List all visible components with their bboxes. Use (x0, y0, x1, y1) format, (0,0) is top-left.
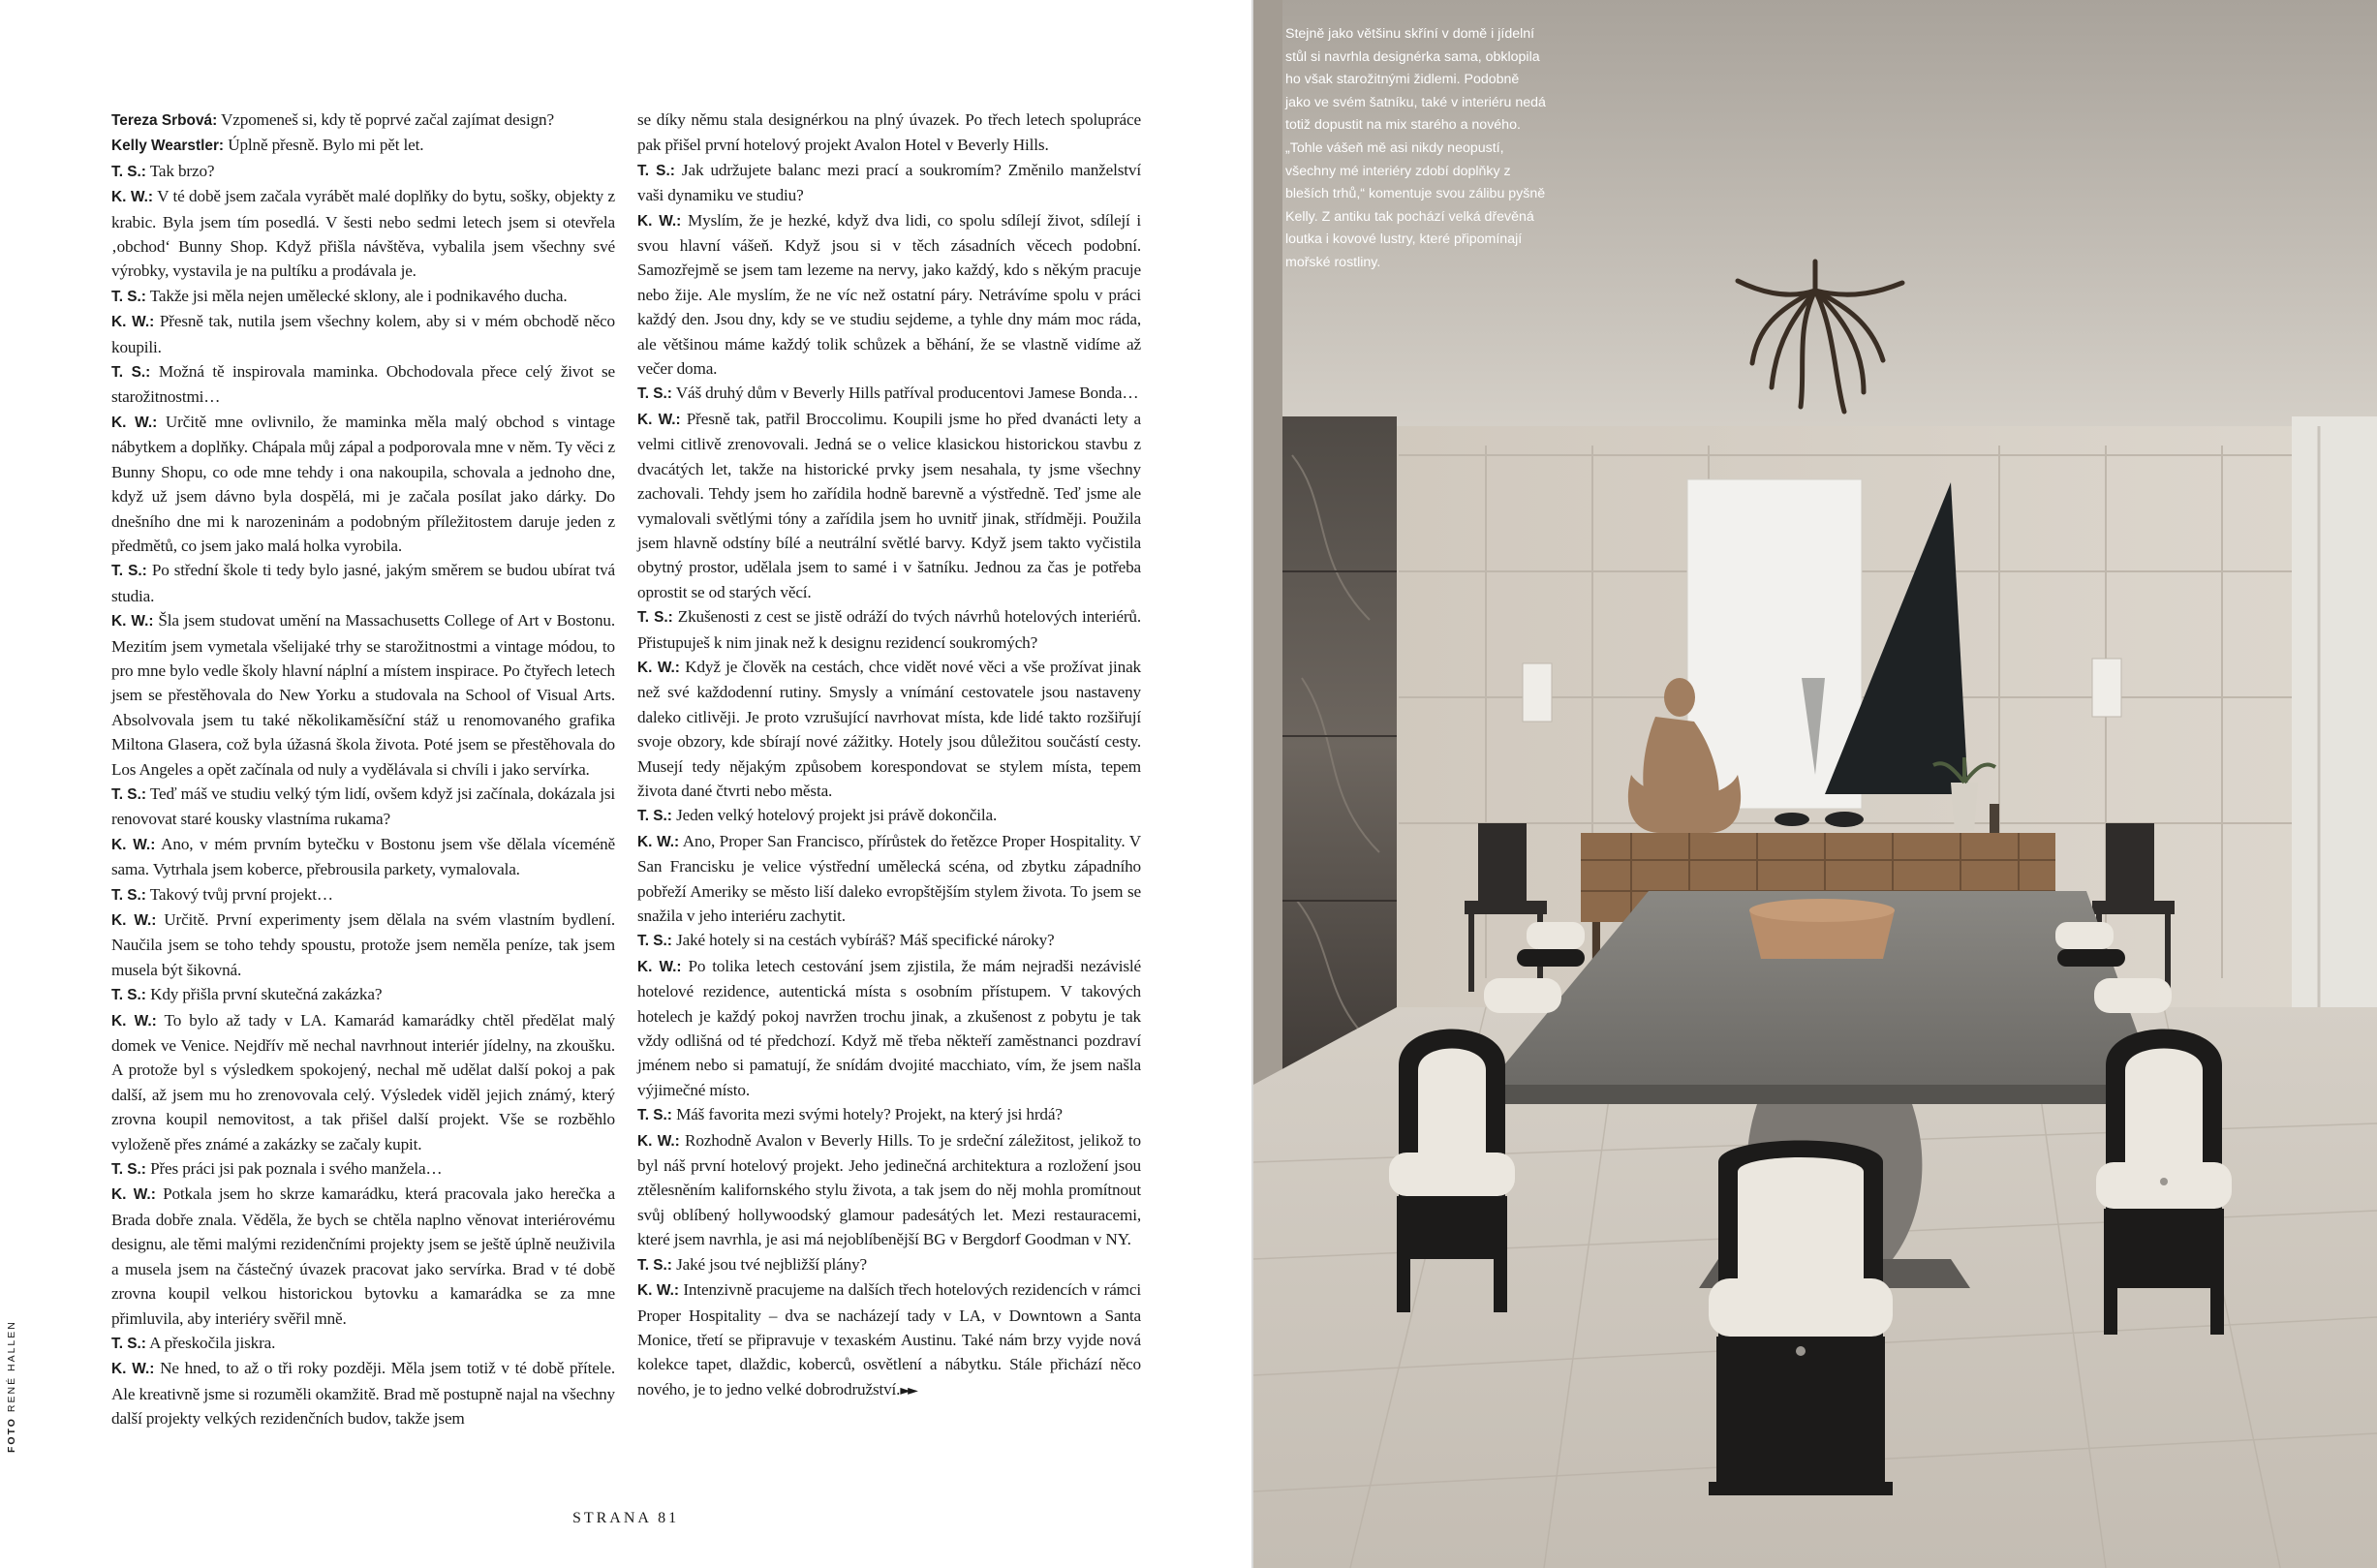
paragraph (111, 1008, 615, 1156)
paragraph (637, 407, 1141, 604)
speaker-label: K. W.: (111, 1012, 157, 1030)
speaker-label: K. W.: (637, 833, 680, 850)
paragraph-text: Intenzivně pracujeme na dalších třech hotelových rezidencích v rámci Proper Hospitality – dva se nacházejí tady v LA, v Downtown a Santa Monice, třetí se připravuje v texaském Austinu. Také nám brzy vyjde nová kolekce tapet, dlaždic, koberců, osvětlení a nábytku. Stále přichází něco nového, je to jedno velké dobrodružství. (637, 1280, 1141, 1399)
speaker-label: K. W.: (637, 411, 681, 428)
speaker-label: T. S.: (111, 886, 146, 904)
speaker-label: K. W.: (111, 613, 154, 630)
paragraph-text: Jaké hotely si na cestách vybíráš? Máš specifické nároky? (671, 931, 1055, 950)
photo-credit (6, 1320, 17, 1453)
paragraph-text: Rozhodně Avalon v Beverly Hills. To je srdeční záležitost, jelikož to byl náš první hotelový projekt. Jeho jedinečná architektura a rozložení jsou ztělesněním kalifornského stylu života, a tak jsem do něj mohla promítnout svůj oblíbený hollywoodský glamour padesátých let. Mezi restauracemi, které jsem navrhla, je asi má nejoblíbenější BG v Bergdorf Goodman v NY. (637, 1130, 1141, 1249)
page-number: STRANA 81 (571, 1510, 680, 1526)
speaker-label: T. S.: (111, 364, 151, 382)
paragraph-text: Přesně tak, patřil Broccolimu. Koupili jsme ho před dvanácti lety a velmi citlivě zrenovovali. Jedná se o velice klasickou historickou stavbu z dvacátých let, takže na historické prvky jsem nesahala, ty jsme všechny zachovali. Tehdy jsem ho zařídila hodně barevně a výstředně. Teď jsme ale vymalovali světlými tóny a zařídila jsem ho uvnitř jinak, střídměji. Použila jsem hlavně odstíny bílé a neutrální světlé barvy. Když jsem takto vyčistila obytný prostor, udělala jsem to samé i v šatníku. Jednou za čas je potřeba oprostit se od starých věcí. (637, 409, 1141, 601)
paragraph (637, 1102, 1141, 1127)
speaker-label: T. S.: (111, 563, 147, 580)
paragraph-text: Určitě mne ovlivnilo, že maminka měla malý obchod s vintage nábytkem a doplňky. Chápala můj zápal a podporovala mne v něm. Ty věci z Bunny Shopu, co ode mne tehdy i ona nakoupila, schovala a jednoho dne, když už jsem dávno byla dospělá, mi je začala posílat jako dárky. Do dnešního dne mi k narozeninám a podobným příležitostem daruje jeden z předmětů, co jsem jako malá holka vyrobila. (111, 412, 615, 555)
paragraph-text: Máš favorita mezi svými hotely? Projekt, na který jsi hrdá? (671, 1105, 1063, 1124)
paragraph-text: Ne hned, to až o tři roky později. Měla jsem totiž v té době přítele. Ale kreativně jsme si rozuměli okamžitě. Brad mě postupně najal na všechny další projekty velkých rezidenčních budov, takže jsem (111, 1359, 616, 1429)
paragraph (637, 1277, 1141, 1403)
paragraph-text: se díky němu stala designérkou na plný úvazek. Po třech letech spolupráce pak přišel první hotelový projekt Avalon Hotel v Beverly Hills. (637, 110, 1141, 155)
paragraph-text: Teď máš ve studiu velký tým lidí, ovšem když jsi začínala, dokázala jsi renovovat staré kousky vlastníma rukama? (111, 784, 615, 829)
paragraph (637, 604, 1141, 655)
paragraph-text: Kdy přišla první skutečná zakázka? (145, 985, 383, 1004)
paragraph-text: To bylo až tady v LA. Kamarád kamarádky chtěl předělat malý domek ve Venice. Nejdřív mě nechal navrhnout interiér jídelny, na zkoušku. A protože byl s výsledkem spokojený, nechal mě udělat další pokoj a pak další, až jsem mu ho zrenovovala celý. Výsledek viděl jejich známý, který zrovna koupil nemovitost, a tak přišel další projekt. Vše se rozběhlo vyloženě přes známé a zakázky se začaly kupit. (111, 1010, 615, 1153)
paragraph-text: Jak udržujete balanc mezi prací a soukromím? Změnilo manželství vaši dynamiku ve studiu? (637, 160, 1141, 205)
paragraph (111, 284, 615, 309)
paragraph (637, 158, 1141, 208)
photo-credit-name: RENÉ HALLEN (6, 1320, 17, 1413)
speaker-label: T. S.: (637, 933, 672, 950)
paragraph (637, 208, 1141, 382)
speaker-label: T. S.: (111, 288, 146, 305)
paragraph (111, 907, 615, 982)
paragraph-text: Jaké jsou tvé nejbližší plány? (671, 1254, 867, 1274)
speaker-label: K. W.: (637, 1132, 680, 1150)
end-mark-icon: ►► (900, 1382, 915, 1399)
photo-credit-label: FOTO (6, 1417, 17, 1453)
speaker-label: K. W.: (111, 1186, 156, 1204)
speaker-label: K. W.: (637, 659, 680, 676)
paragraph-text: Po střední škole ti tedy bylo jasné, jakým směrem se budou ubírat tvá studia. (111, 561, 615, 605)
paragraph (637, 108, 1141, 158)
paragraph-text: Určitě. První experimenty jsem dělala na svém vlastním bydlení. Naučila jsem se toho tehdy spoustu, protože jsem neměla peníze, tak jsem musela být šikovná. (111, 910, 615, 979)
paragraph (111, 133, 615, 158)
paragraph (111, 1331, 615, 1356)
paragraph (111, 359, 615, 410)
speaker-label: T. S.: (111, 785, 146, 803)
speaker-label: T. S.: (111, 987, 146, 1004)
paragraph-text: Váš druhý dům v Beverly Hills patříval producentovi Jamese Bonda… (671, 384, 1139, 403)
paragraph (637, 655, 1141, 803)
paragraph (637, 954, 1141, 1102)
paragraph (637, 1252, 1141, 1277)
paragraph-text: Šla jsem studovat umění na Massachusetts College of Art v Bostonu. Mezitím jsem vymetala všelijaké trhy se starožitnostmi a vintage módou, to pro mne bylo vedle školy hlavní náplní a místem inspirace. Po čtyřech letech jsem se přestěhovala do New Yorku a studovala na School of Visual Arts. Absolvovala jsem tu také několikaměsíční stáž u renomovaného grafika Miltona Glasera, což byla úžasná škola života. Poté jsem se přestěhovala do Los Angeles a opět začínala od nuly a vydělávala si chvíli i jako servírka. (111, 611, 615, 779)
paragraph-text: Potkala jsem ho skrze kamarádku, která pracovala jako herečka a Brada dobře znala. Věděla, že bych se chtěla naplno věnovat interiérovému designu, ale těmi malými rezidenčními projekty jsem se ještě úplně neuživila a musela jsem na částečný úvazek pracovat jako servírka. Brad v té době zrovna koupil velkou historickou bytovku a kamarádka se za mne přimluvila, aby interiéry svěřil mně. (111, 1184, 616, 1328)
speaker-label: K. W.: (111, 1361, 155, 1378)
paragraph (111, 832, 615, 882)
paragraph-text: Po tolika letech cestování jsem zjistila, že mám nejradši nezávislé hotelové rezidence, autentická místa s osobním přístupem. V takových hotelech je každý pokoj navržen trochu jinak, a zkušenost z pobytu je tak vždy odlišná od té předchozí. Když mě třeba někteří zaměstnanci pozdraví jménem nebo si pamatují, že snídám dvojité macchiato, vím, že jsem našla výjimečné místo. (637, 956, 1141, 1099)
paragraph-text: V té době jsem začala vyrábět malé doplňky do bytu, sošky, objekty z krabic. Byla jsem tím posedlá. V šesti nebo sedmi letech jsem si otevřela ‚obchod‘ Bunny Shop. Když přišla návštěva, vybalila jsem všechny své výrobky, vystavila je na pultíku a prodávala je. (111, 187, 615, 281)
paragraph (111, 410, 615, 558)
paragraph-text: Když je člověk na cestách, chce vidět nové věci a vše prožívat jinak než své každodenní rutiny. Smysly a vnímání cestovatele jsou nastaveny daleko citlivěji. Je proto vzrušující navrhovat místa, kde lidé takto rozšiřují svoje obzory, kde sbírají nové zážitky. Hotely jsou důležitou součástí cesty. Musejí tedy nějakým způsobem korespondovat se stylem místa, tepem života dané čtvrti nebo města. (637, 657, 1141, 800)
paragraph (111, 1182, 615, 1330)
speaker-label: K. W.: (637, 958, 682, 975)
paragraph-text: Myslím, že je hezké, když dva lidi, co spolu sdílejí život, sdílejí i svou hlavní vášeň. Když jsou si v těch zásadních věcech podobní. Samozřejmě se jsem tam lezeme na nervy, jako každý, kdo s někým pracuje nebo žije. Ale myslím, že ne víc než ostatní páry. Netrávíme spolu v práci každý den. Jsou dny, kdy se ve studiu sejdeme, a tyhle dny mám moc ráda, ale většinou máme každý tolik schůzek a běhání, že se vlastně vidíme až večer doma. (637, 210, 1141, 379)
paragraph-text: Úplně přesně. Bylo mi pět let. (224, 136, 424, 155)
paragraph-text: Takže jsi měla nejen umělecké sklony, ale i podnikavého ducha. (145, 286, 568, 305)
speaker-label: K. W.: (637, 1282, 679, 1300)
paragraph (637, 381, 1141, 406)
speaker-label: K. W.: (111, 189, 154, 206)
paragraph (111, 882, 615, 907)
paragraph (637, 1128, 1141, 1252)
paragraph-text: Vzpomeneš si, kdy tě poprvé začal zajímat design? (217, 110, 554, 129)
speaker-label: T. S.: (111, 163, 146, 180)
speaker-label: Kelly Wearstler: (111, 138, 225, 155)
paragraph (111, 782, 615, 832)
speaker-label: T. S.: (111, 1161, 146, 1179)
paragraph-text: Ano, v mém prvním bytečku v Bostonu jsem vše dělala víceméně sama. Vytrhala jsem koberce, přebrousila parkety, vymalovala. (111, 834, 616, 879)
paragraph-text: A přeskočila jiskra. (145, 1333, 276, 1352)
paragraph (111, 1156, 615, 1182)
paragraph (111, 1356, 615, 1430)
paragraph-text: Zkušenosti z cest se jistě odráží do tvých návrhů hotelových interiérů. Přistupuješ k nim jinak než k designu rezidencí soukromých? (637, 607, 1141, 652)
speaker-label: K. W.: (111, 414, 158, 431)
interview-column-1 (111, 108, 615, 1431)
speaker-label: K. W.: (637, 212, 682, 230)
speaker-label: T. S.: (637, 609, 673, 627)
paragraph (111, 159, 615, 184)
speaker-label: T. S.: (637, 808, 672, 825)
speaker-label: Tereza Srbová: (111, 112, 218, 129)
paragraph (637, 928, 1141, 953)
paragraph (111, 558, 615, 608)
paragraph (637, 803, 1141, 828)
paragraph (111, 184, 615, 284)
paragraph (111, 309, 615, 359)
speaker-label: T. S.: (637, 1256, 672, 1274)
paragraph (637, 829, 1141, 929)
paragraph-text: Tak brzo? (145, 161, 215, 180)
paragraph (111, 608, 615, 782)
paragraph (111, 982, 615, 1007)
paragraph-text: Ano, Proper San Francisco, přírůstek do řetězce Proper Hospitality. V San Francisku je velice výstřední umělecká scéna, od zbytku západního pobřeží Ameriky se město liší daleko evropštějším stylem života. To jsem se snažila v jeho interiéru zachytit. (637, 831, 1141, 925)
speaker-label: K. W.: (111, 836, 156, 853)
paragraph-text: Možná tě inspirovala maminka. Obchodovala přece celý život se starožitnostmi… (111, 362, 615, 407)
speaker-label: T. S.: (637, 162, 675, 179)
speaker-label: K. W.: (111, 912, 157, 929)
speaker-label: T. S.: (111, 1335, 146, 1352)
paragraph-text: Přes práci jsi pak poznala i svého manžela… (145, 1159, 443, 1179)
paragraph-text: Jeden velký hotelový projekt jsi právě dokončila. (671, 806, 998, 825)
speaker-label: K. W.: (111, 314, 155, 331)
paragraph-text: Přesně tak, nutila jsem všechny kolem, aby si v mém obchodě něco koupili. (111, 312, 615, 356)
photo-caption: Stejně jako většinu skříní v domě i jídelní stůl si navrhla designérka sama, obklopila ho však starožitnými židlemi. Podobně jako ve svém šatníku, také v interiéru nedá totiž dopustit na mix starého a nového. „Tohle vášeň mě asi nikdy neopustí, všechny mé interiéry zdobí doplňky z bleších trhů,“ komentuje svou zálibu pyšně Kelly. Z antiku tak pochází velká dřevěná loutka i kovové lustry, které připomínají mořské rostliny. (1285, 26, 1546, 270)
paragraph-text: Takový tvůj první projekt… (145, 884, 333, 904)
interview-column-2 (637, 108, 1141, 1403)
speaker-label: T. S.: (637, 1107, 672, 1124)
speaker-label: T. S.: (637, 385, 672, 403)
paragraph (111, 108, 615, 133)
